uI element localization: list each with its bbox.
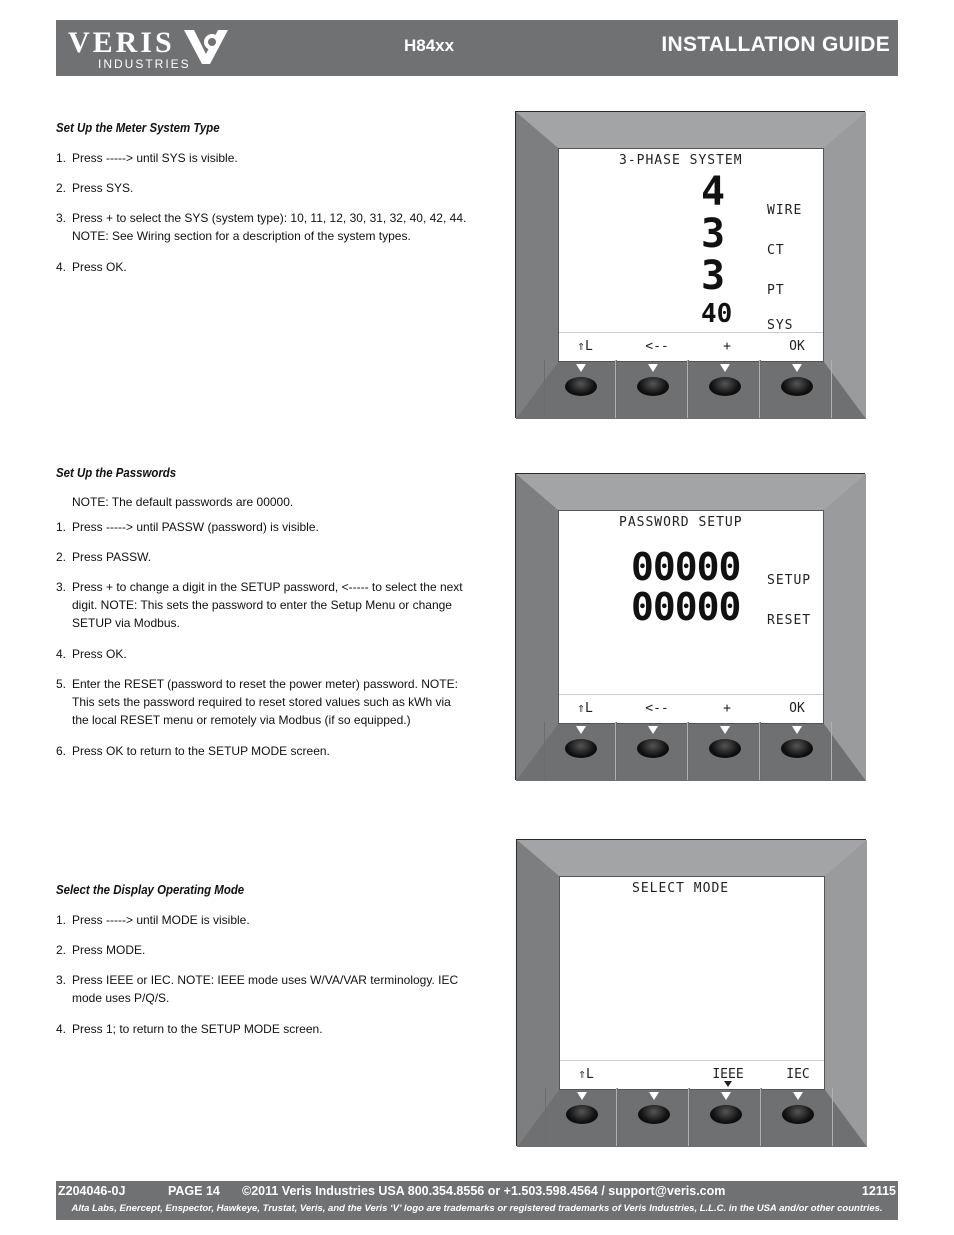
softkey-up: ⇑L xyxy=(577,339,593,354)
arrow-down-icon xyxy=(720,726,730,734)
step-text: Press OK. xyxy=(72,260,127,274)
lcd-label-reset: RESET xyxy=(767,613,812,628)
arrow-down-icon xyxy=(576,364,586,372)
lcd-value-ct: 3 xyxy=(701,211,726,257)
lcd-header: SELECT MODE xyxy=(632,881,730,896)
date-code: 12115 xyxy=(861,1184,896,1198)
lcd-screen xyxy=(558,510,824,724)
step-item xyxy=(56,209,476,245)
model-number: H84xx xyxy=(404,36,455,55)
meter-button-2[interactable] xyxy=(638,1105,670,1124)
selection-marker-icon xyxy=(724,1081,732,1087)
step-text: Press OK to return to the SETUP MODE screen. xyxy=(72,744,330,758)
softkey-ok: OK xyxy=(789,339,805,354)
meter-display-system xyxy=(515,111,865,418)
lcd-value-reset: 00000 xyxy=(631,585,741,629)
step-item xyxy=(56,578,466,632)
arrow-down-icon xyxy=(577,1092,587,1100)
step-number: 2. xyxy=(56,943,67,957)
meter-button-1[interactable] xyxy=(566,1105,598,1124)
softkey-bar xyxy=(559,332,823,361)
contact-info: ©2011 Veris Industries USA 800.354.8556 or +1.503.598.4564 / support@veris.com xyxy=(242,1184,726,1198)
step-text: Press PASSW. xyxy=(72,550,152,564)
step-item xyxy=(56,258,486,276)
lcd-value-wire: 4 xyxy=(701,169,726,215)
step-text: Press + to change a digit in the SETUP password, <----- to select the next digit. NOTE: This sets the password to enter the Setup Menu or change SETUP via Modbus. xyxy=(72,580,463,630)
button-cell xyxy=(544,722,616,780)
step-text: Press -----> until MODE is visible. xyxy=(72,913,250,927)
lcd-label-ct: CT xyxy=(767,243,785,258)
softkey-bar xyxy=(559,694,823,723)
arrow-down-icon xyxy=(721,1092,731,1100)
meter-button-3[interactable] xyxy=(709,377,741,396)
meter-button-1[interactable] xyxy=(565,377,597,396)
header-banner xyxy=(56,20,898,76)
button-cell xyxy=(545,1088,617,1146)
softkey-plus: + xyxy=(723,339,731,354)
step-text: Press 1; to return to the SETUP MODE screen. xyxy=(72,1022,323,1036)
softkey-back: <-- xyxy=(645,701,669,716)
meter-button-3[interactable] xyxy=(710,1105,742,1124)
button-cell xyxy=(616,722,688,780)
button-cell xyxy=(760,360,832,418)
lcd-label-setup: SETUP xyxy=(767,573,812,588)
lcd-label-wire: WIRE xyxy=(767,203,803,218)
step-number: 1. xyxy=(56,151,67,165)
arrow-down-icon xyxy=(720,364,730,372)
section-note: NOTE: The default passwords are 00000. xyxy=(72,495,294,509)
step-text: Press MODE. xyxy=(72,943,146,957)
button-cell xyxy=(688,722,760,780)
meter-button-2[interactable] xyxy=(637,739,669,758)
section-title: Set Up the Passwords xyxy=(56,465,177,480)
softkey-iec: IEC xyxy=(786,1067,810,1082)
step-item xyxy=(56,675,466,729)
footer-bar xyxy=(56,1181,898,1220)
arrow-down-icon xyxy=(648,726,658,734)
step-item xyxy=(56,518,486,536)
softkey-bar xyxy=(560,1060,824,1089)
step-item xyxy=(56,911,486,929)
softkey-plus: + xyxy=(723,701,731,716)
arrow-down-icon xyxy=(792,726,802,734)
step-number: 2. xyxy=(56,181,67,195)
softkey-ok: OK xyxy=(789,701,805,716)
button-row xyxy=(542,360,840,418)
lcd-screen xyxy=(559,876,825,1090)
step-text: Press IEEE or IEC. NOTE: IEEE mode uses W/VA/VAR terminology. IEC mode uses P/Q/S. xyxy=(72,973,459,1005)
step-text: Press -----> until PASSW (password) is visible. xyxy=(72,520,319,534)
lcd-value-pt: 3 xyxy=(701,253,726,299)
button-cell xyxy=(761,1088,833,1146)
lcd-header: 3-PHASE SYSTEM xyxy=(619,153,743,168)
lcd-value-sys: 40 xyxy=(701,299,733,329)
lcd-header: PASSWORD SETUP xyxy=(619,515,743,530)
step-item xyxy=(56,971,466,1007)
softkey-up: ⇑L xyxy=(577,701,593,716)
button-cell xyxy=(616,360,688,418)
step-item xyxy=(56,179,486,197)
step-number: 4. xyxy=(56,647,67,661)
logo-brand: VERIS xyxy=(68,26,175,59)
lcd-screen xyxy=(558,148,824,362)
softkey-ieee: IEEE xyxy=(712,1067,744,1082)
button-cell xyxy=(544,360,616,418)
step-number: 1. xyxy=(56,913,67,927)
trademark-notice: Alta Labs, Enercept, Enspector, Hawkeye, Trustat, Veris, and the Veris ‘V’ logo are trademarks or registered trademarks of Veris Industries, L.L.C. in the USA and/or other countries. xyxy=(71,1203,883,1214)
doc-number: Z204046-0J xyxy=(58,1184,126,1198)
step-number: 1. xyxy=(56,520,67,534)
veris-logo xyxy=(68,26,238,72)
step-number: 3. xyxy=(56,973,67,987)
step-text: Press -----> until SYS is visible. xyxy=(72,151,238,165)
arrow-down-icon xyxy=(649,1092,659,1100)
step-number: 3. xyxy=(56,580,67,594)
step-item xyxy=(56,548,486,566)
step-text: Enter the RESET (password to reset the power meter) password. NOTE: This sets the password required to reset stored values such as kWh via the local RESET menu or remotely via Modbus (if so equipped.) xyxy=(72,677,458,727)
veris-v-icon xyxy=(182,28,230,68)
step-item xyxy=(56,941,486,959)
section-title: Select the Display Operating Mode xyxy=(56,882,245,897)
step-item xyxy=(56,645,486,663)
button-cell xyxy=(689,1088,761,1146)
lcd-label-pt: PT xyxy=(767,283,785,298)
arrow-down-icon xyxy=(576,726,586,734)
arrow-down-icon xyxy=(793,1092,803,1100)
step-number: 5. xyxy=(56,677,67,691)
meter-button-4[interactable] xyxy=(781,377,813,396)
guide-title: INSTALLATION GUIDE xyxy=(661,33,890,56)
lcd-value-setup: 00000 xyxy=(631,545,741,589)
meter-button-4[interactable] xyxy=(782,1105,814,1124)
softkey-up: ⇑L xyxy=(578,1067,594,1082)
meter-display-password xyxy=(515,473,865,780)
button-cell xyxy=(617,1088,689,1146)
meter-button-2[interactable] xyxy=(637,377,669,396)
step-number: 4. xyxy=(56,260,67,274)
meter-button-4[interactable] xyxy=(781,739,813,758)
arrow-down-icon xyxy=(648,364,658,372)
section-title: Set Up the Meter System Type xyxy=(56,120,220,135)
step-number: 6. xyxy=(56,744,67,758)
button-row xyxy=(542,722,840,780)
arrow-down-icon xyxy=(792,364,802,372)
softkey-back: <-- xyxy=(645,339,669,354)
meter-display-mode xyxy=(516,839,866,1146)
button-cell xyxy=(688,360,760,418)
step-number: 4. xyxy=(56,1022,67,1036)
step-text: Press + to select the SYS (system type): 10, 11, 12, 30, 31, 32, 40, 42, 44. NOTE: See Wiring section for a description of the system types. xyxy=(72,211,467,243)
logo-sub: INDUSTRIES xyxy=(98,57,191,71)
button-cell xyxy=(760,722,832,780)
meter-button-1[interactable] xyxy=(565,739,597,758)
step-item xyxy=(56,742,486,760)
page-number: PAGE 14 xyxy=(168,1184,220,1198)
meter-button-3[interactable] xyxy=(709,739,741,758)
step-text: Press OK. xyxy=(72,647,127,661)
step-item xyxy=(56,1020,486,1038)
step-item xyxy=(56,149,486,167)
button-row xyxy=(543,1088,841,1146)
step-text: Press SYS. xyxy=(72,181,134,195)
lcd-label-sys: SYS xyxy=(767,318,794,333)
step-number: 3. xyxy=(56,211,67,225)
step-number: 2. xyxy=(56,550,67,564)
